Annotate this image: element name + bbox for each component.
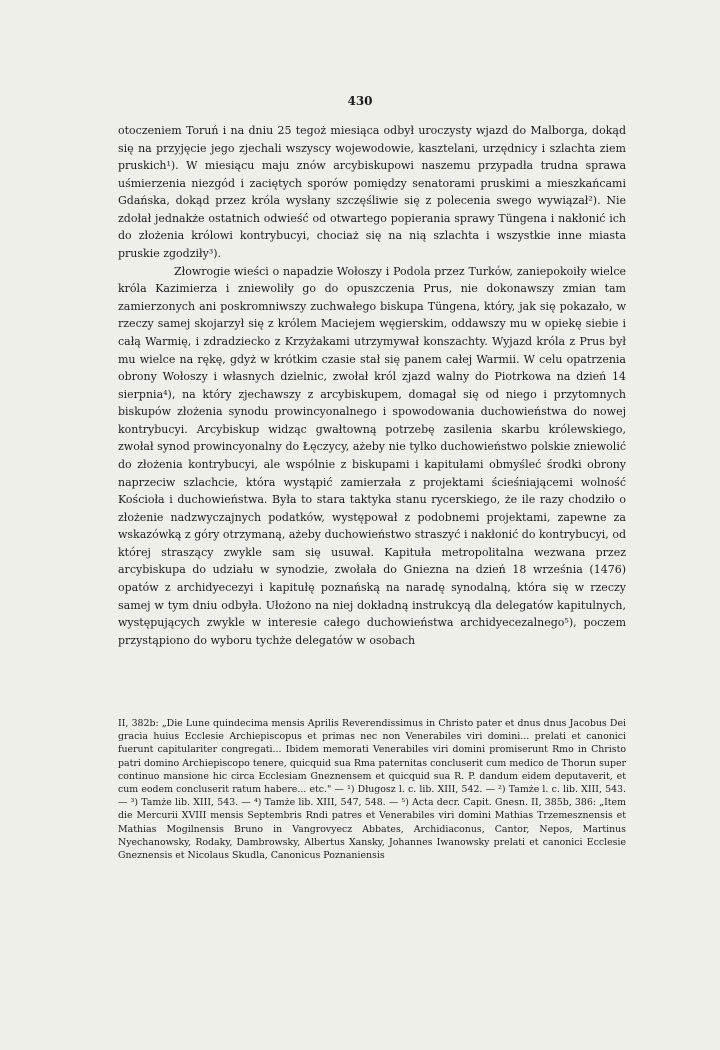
paragraph: otoczeniem Toruń i na dniu 25 tegoż miesiąca odbył uroczysty wjazd do Malborga, dokąd się na przyjęcie jego zjechali wszyscy wojewodowie, kasztelani, urzędnicy i szlachta ziem pruskich¹). W miesiącu maju znów arcybiskupowi naszemu przypadła trudna sprawa uśmierzenia niezgód i zaciętych sporów pomiędzy senatorami pruskimi a mieszkańcami Gdańska, dokąd przez króla wysłany szczęśliwie się z polecenia swego wywiązał²). Nie zdołał jednakże ostatnich odwieść od otwartego popierania sprawy Tüngena i nakłonić ich do złożenia królowi kontrybucyi, chociaż się na nią szlachta i wszystkie inne miasta pruskie zgodziły³).	[118, 124, 626, 261]
footnote-text: II, 382b: „Die Lune quindecima mensis Aprilis Reverendissimus in Christo pater et dnus dnus Jacobus Dei gracia huius Ecclesie Archiepiscopus et primas nec non Venerabiles viri domini... prelati et canonici fuerunt capitulariter congregati... Ibidem memorati Venerabiles viri domini promiserunt Rmo in Christo patri domino Archiepiscopo tenere, quicquid sua Rma paternitas concluserit cum medico de Thorun super continuo mansione hic circa Ecclesiam Gneznensem et quicquid sua R. P. dandum eidem deputaverit, et cum eodem concluserit ratum habere... etc." — ¹) Długosz l. c. lib. XIII, 542. — ²) Tamże l. c. lib. XIII, 543. — ³) Tamże lib. XIII, 543. — ⁴) Tamże lib. XIII, 547, 548. — ⁵) Acta decr. Capit. Gnesn. II, 385b, 386: „Item die Mercurii XVIII mensis Septembris Rndi patres et Venerabiles viri domini Mathias Trzemesznensis et Mathias Mogilnensis Bruno in Vangrovyecz Abbates, Archidiaconus, Cantor, Nepos, Martinus Nyechanowsky, Rodaky, Dambrowsky, Albertus Xansky, Johannes Iwanowsky prelati et canonici Ecclesie Gneznensis et Nicolaus Skudla, Canonicus Poznaniensis	[118, 718, 626, 862]
main-text	[118, 122, 626, 649]
paragraph: Złowrogie wieści o napadzie Wołoszy i Podola przez Turków, zaniepokoiły wielce króla Kazimierza i zniewoliły go do opuszczenia Prus, nie dokonawszy zmian tam zamierzonych ani poskromniwszy zuchwałego biskupa Tüngena, który, jak się pokazało, w rzeczy samej skojarzył się z królem Maciejem węgierskim, oddawszy mu w opiekę siebie i całą Warmię, i zdradziecko z Krzyżakami utrzymywał konszachty. Wyjazd króla z Prus był mu wielce na rękę, gdyż w krótkim czasie stał się panem całej Warmii. W celu opatrzenia obrony Wołoszy i własnych dzielnic, zwołał król zjazd walny do Piotrkowa na dzień 14 sierpnia⁴), na który zjechawszy z arcybiskupem, domagał się od niego i przytomnych biskupów złożenia synodu prowincyonalnego i spowodowania duchowieństwa do nowej kontrybucyi. Arcybiskup widząc gwałtowną potrzebę zasilenia skarbu królewskiego, zwołał synod prowincyonalny do Łęczycy, ażeby nie tylko duchowieństwo polskie zniewolić do złożenia kontrybucyi, ale wspólnie z biskupami i kapitułami obmyśleć środki obrony naprzeciw szlachcie, która wystąpić zamierzała z projektami ścieśniającemi wolność Kościoła i duchowieństwa. Była to stara taktyka stanu rycerskiego, że ile razy chodziło o złożenie nadzwyczajnych podatków, występował z podobnemi projektami, zapewne za wskazówką z góry otrzymaną, ażeby duchowieństwo straszyć i nakłonić do kontrybucyi, od której straszący zwykle sam się usuwał. Kapituła metropolitalna wezwana przez arcybiskupa do udziału w synodzie, zwołała do Gniezna na dzień 18 września (1476) opatów z archidyecezyi i kapitułę poznańską na naradę synodalną, która się w rzeczy samej w tym dniu odbyła. Ułożono na niej dokładną instrukcyą dla delegatów kapitulnych, występujących zwykle w interesie całego duchowieństwa archidyecezalnego⁵), poczem przystąpiono do wyboru tychże delegatów w osobach	[118, 264, 626, 647]
page-number: 430	[347, 94, 373, 108]
footnotes	[118, 717, 626, 862]
